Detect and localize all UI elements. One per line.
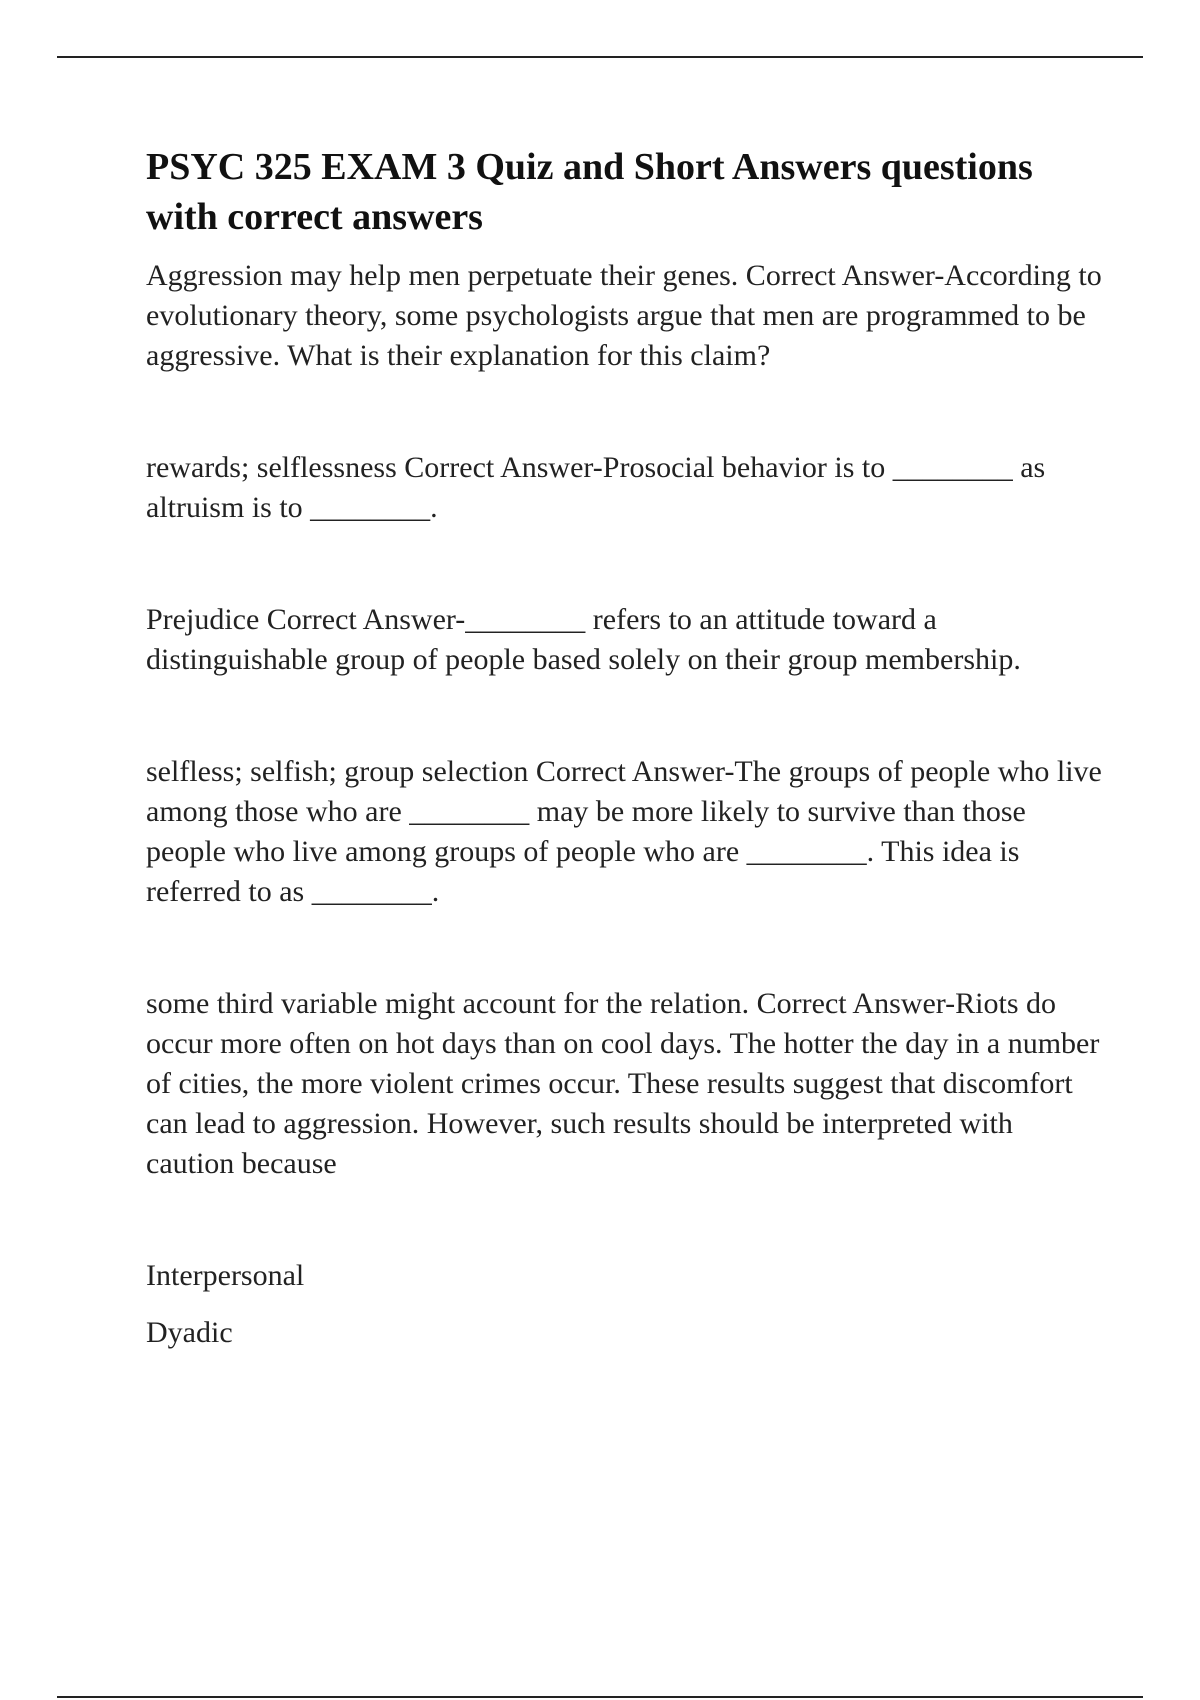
document-title: PSYC 325 EXAM 3 Quiz and Short Answers questions with correct answers — [146, 146, 1033, 238]
term-interpersonal: Interpersonal — [146, 1259, 305, 1292]
top-divider — [57, 56, 1143, 58]
qa-entry-1: Aggression may help men perpetuate their genes. Correct Answer-According to evolutionary theory, some psychologists argue that men are programmed to be aggressive. What is their explanation for this claim? — [146, 259, 1102, 372]
term-dyadic: Dyadic — [146, 1316, 233, 1349]
document-body — [146, 142, 1106, 1370]
qa-entry-2: rewards; selflessness Correct Answer-Prosocial behavior is to ________ as altruism is to ________. — [146, 451, 1046, 524]
qa-entry-4: selfless; selfish; group selection Correct Answer-The groups of people who live among those who are ________ may be more likely to survive than those people who live among groups of people who are ________. This idea is referred to as ________. — [146, 755, 1102, 908]
qa-entry-5: some third variable might account for the relation. Correct Answer-Riots do occur more often on hot days than on cool days. The hotter the day in a number of cities, the more violent crimes occur. These results suggest that discomfort can lead to aggression. However, such results should be interpreted with caution because — [146, 987, 1100, 1180]
bottom-divider — [57, 1696, 1143, 1698]
qa-entry-3: Prejudice Correct Answer-________ refers to an attitude toward a distinguishable group of people based solely on their group membership. — [146, 603, 1021, 676]
